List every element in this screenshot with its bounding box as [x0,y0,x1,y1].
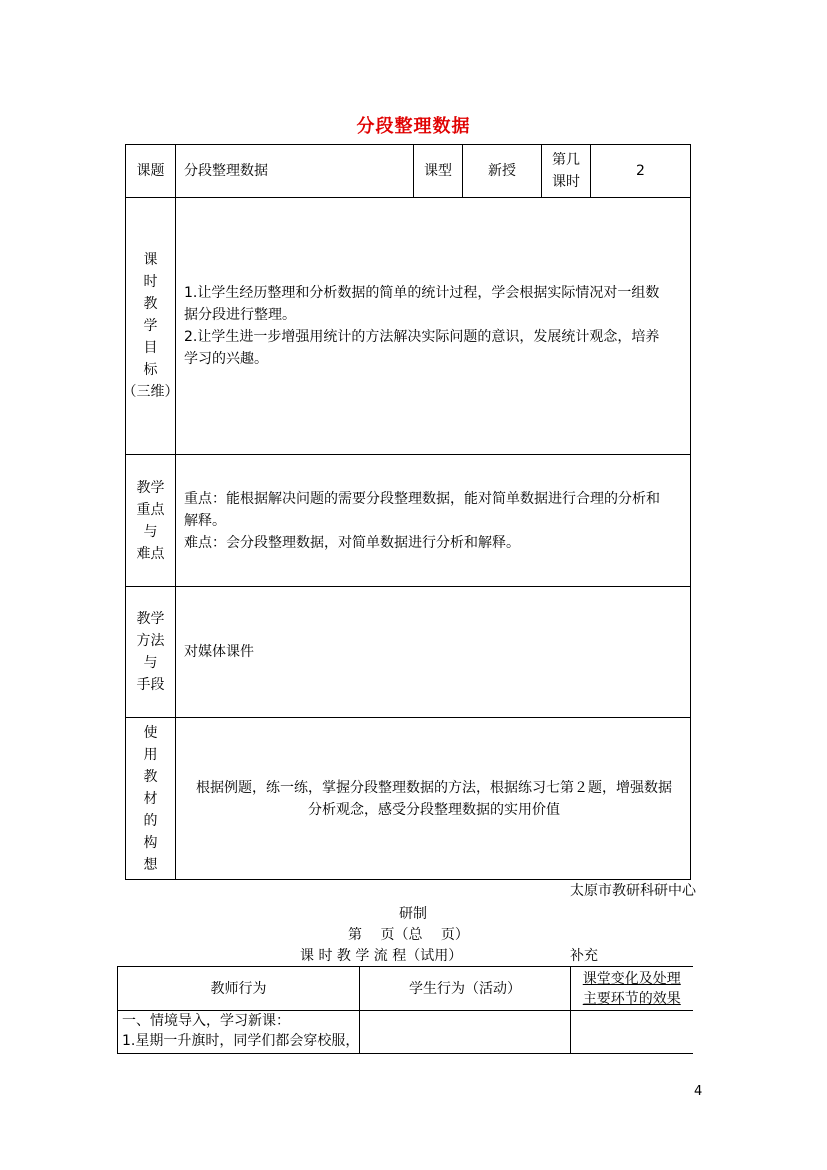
goals-label-char: 学 [143,318,158,334]
goals-label-char: （三维） [122,384,179,400]
flow-item: 1.星期一升旗时，同学们都会穿校服， [122,1033,360,1049]
lesson-plan-table [122,144,691,880]
keypoints-label-line: 与 [143,523,158,540]
period-value: 2 [591,145,691,198]
goals-line: 据分段进行整理。 [184,307,296,323]
flow-section-heading: 一、情境导入，学习新课： [122,1013,290,1029]
keypoints-label [126,455,176,587]
keypoints-line: 难点：会分段整理数据，对简单数据进行分析和解释。 [184,534,520,551]
method-value: 对媒体课件 [176,587,691,718]
keypoints-line: 重点：能根据解决问题的需要分段整理数据，能对简单数据进行合理的分析和 [184,490,660,507]
goals-label-char: 时 [143,274,158,290]
material-label-char: 构 [143,834,158,851]
method-label-line: 教学 [136,611,165,627]
material-line: 分析观念，感受分段整理数据的实用价值 [308,801,560,818]
teacher-actions-header: 教师行为 [118,967,360,1011]
material-label-char: 的 [143,812,158,829]
teacher-actions-cell [118,1011,360,1054]
material-label-char: 教 [143,768,158,785]
teaching-flow-table [117,966,693,1054]
page-number: 4 [694,1084,703,1099]
period-label-line1: 第几 [552,152,580,168]
page-count-label: 第 页（总 页） [348,927,469,943]
keypoints-label-line: 教学 [136,479,165,496]
type-value: 新授 [463,145,542,198]
goals-label-char: 目 [143,340,158,356]
flow-title: 课 时 教 学 流 程（试用） [300,948,463,964]
material-label-char: 使 [143,724,158,741]
keypoints-content [176,455,691,587]
organization-name: 太原市教研科研中心 [570,883,696,899]
method-label [126,587,176,718]
goals-content [176,198,691,455]
material-label-char: 材 [143,790,158,807]
goals-label-char: 课 [143,252,158,268]
goals-line: 1.让学生经历整理和分析数据的简单的统计过程，学会根据实际情况对一组数 [184,285,660,301]
material-label [126,718,176,880]
goals-label-char: 教 [143,296,158,312]
supplement-label: 补充 [570,948,598,964]
goals-line: 2.让学生进一步增强用统计的方法解决实际问题的意识，发展统计观念，培养 [184,329,660,345]
type-label: 课型 [414,145,463,198]
class-changes-header-line1: 课堂变化及处理 [582,970,681,987]
topic-value: 分段整理数据 [176,145,414,198]
period-label-line2: 课时 [552,174,580,190]
keypoints-line: 解释。 [184,512,226,529]
keypoints-label-line: 重点 [136,501,165,518]
material-label-char: 想 [143,856,158,873]
method-label-line: 与 [143,655,158,671]
student-actions-cell [360,1011,571,1054]
class-changes-cell [571,1011,693,1054]
document-title: 分段整理数据 [356,116,471,137]
student-actions-header: 学生行为（活动） [360,967,571,1011]
period-label [542,145,591,198]
goals-label-char: 标 [143,362,158,378]
class-changes-header-line2: 主要环节的效果 [582,990,681,1007]
material-content [176,718,691,880]
method-label-line: 方法 [136,633,165,649]
class-changes-header [571,967,693,1011]
made-by-label: 研制 [399,906,427,922]
goals-label [122,198,179,455]
method-label-line: 手段 [136,677,165,693]
keypoints-label-line: 难点 [136,545,165,562]
topic-label: 课题 [126,145,176,198]
goals-line: 学习的兴趣。 [184,351,268,367]
material-label-char: 用 [143,746,158,763]
material-line: 根据例题，练一练，掌握分段整理数据的方法，根据练习七第２题，增强数据 [196,779,672,796]
